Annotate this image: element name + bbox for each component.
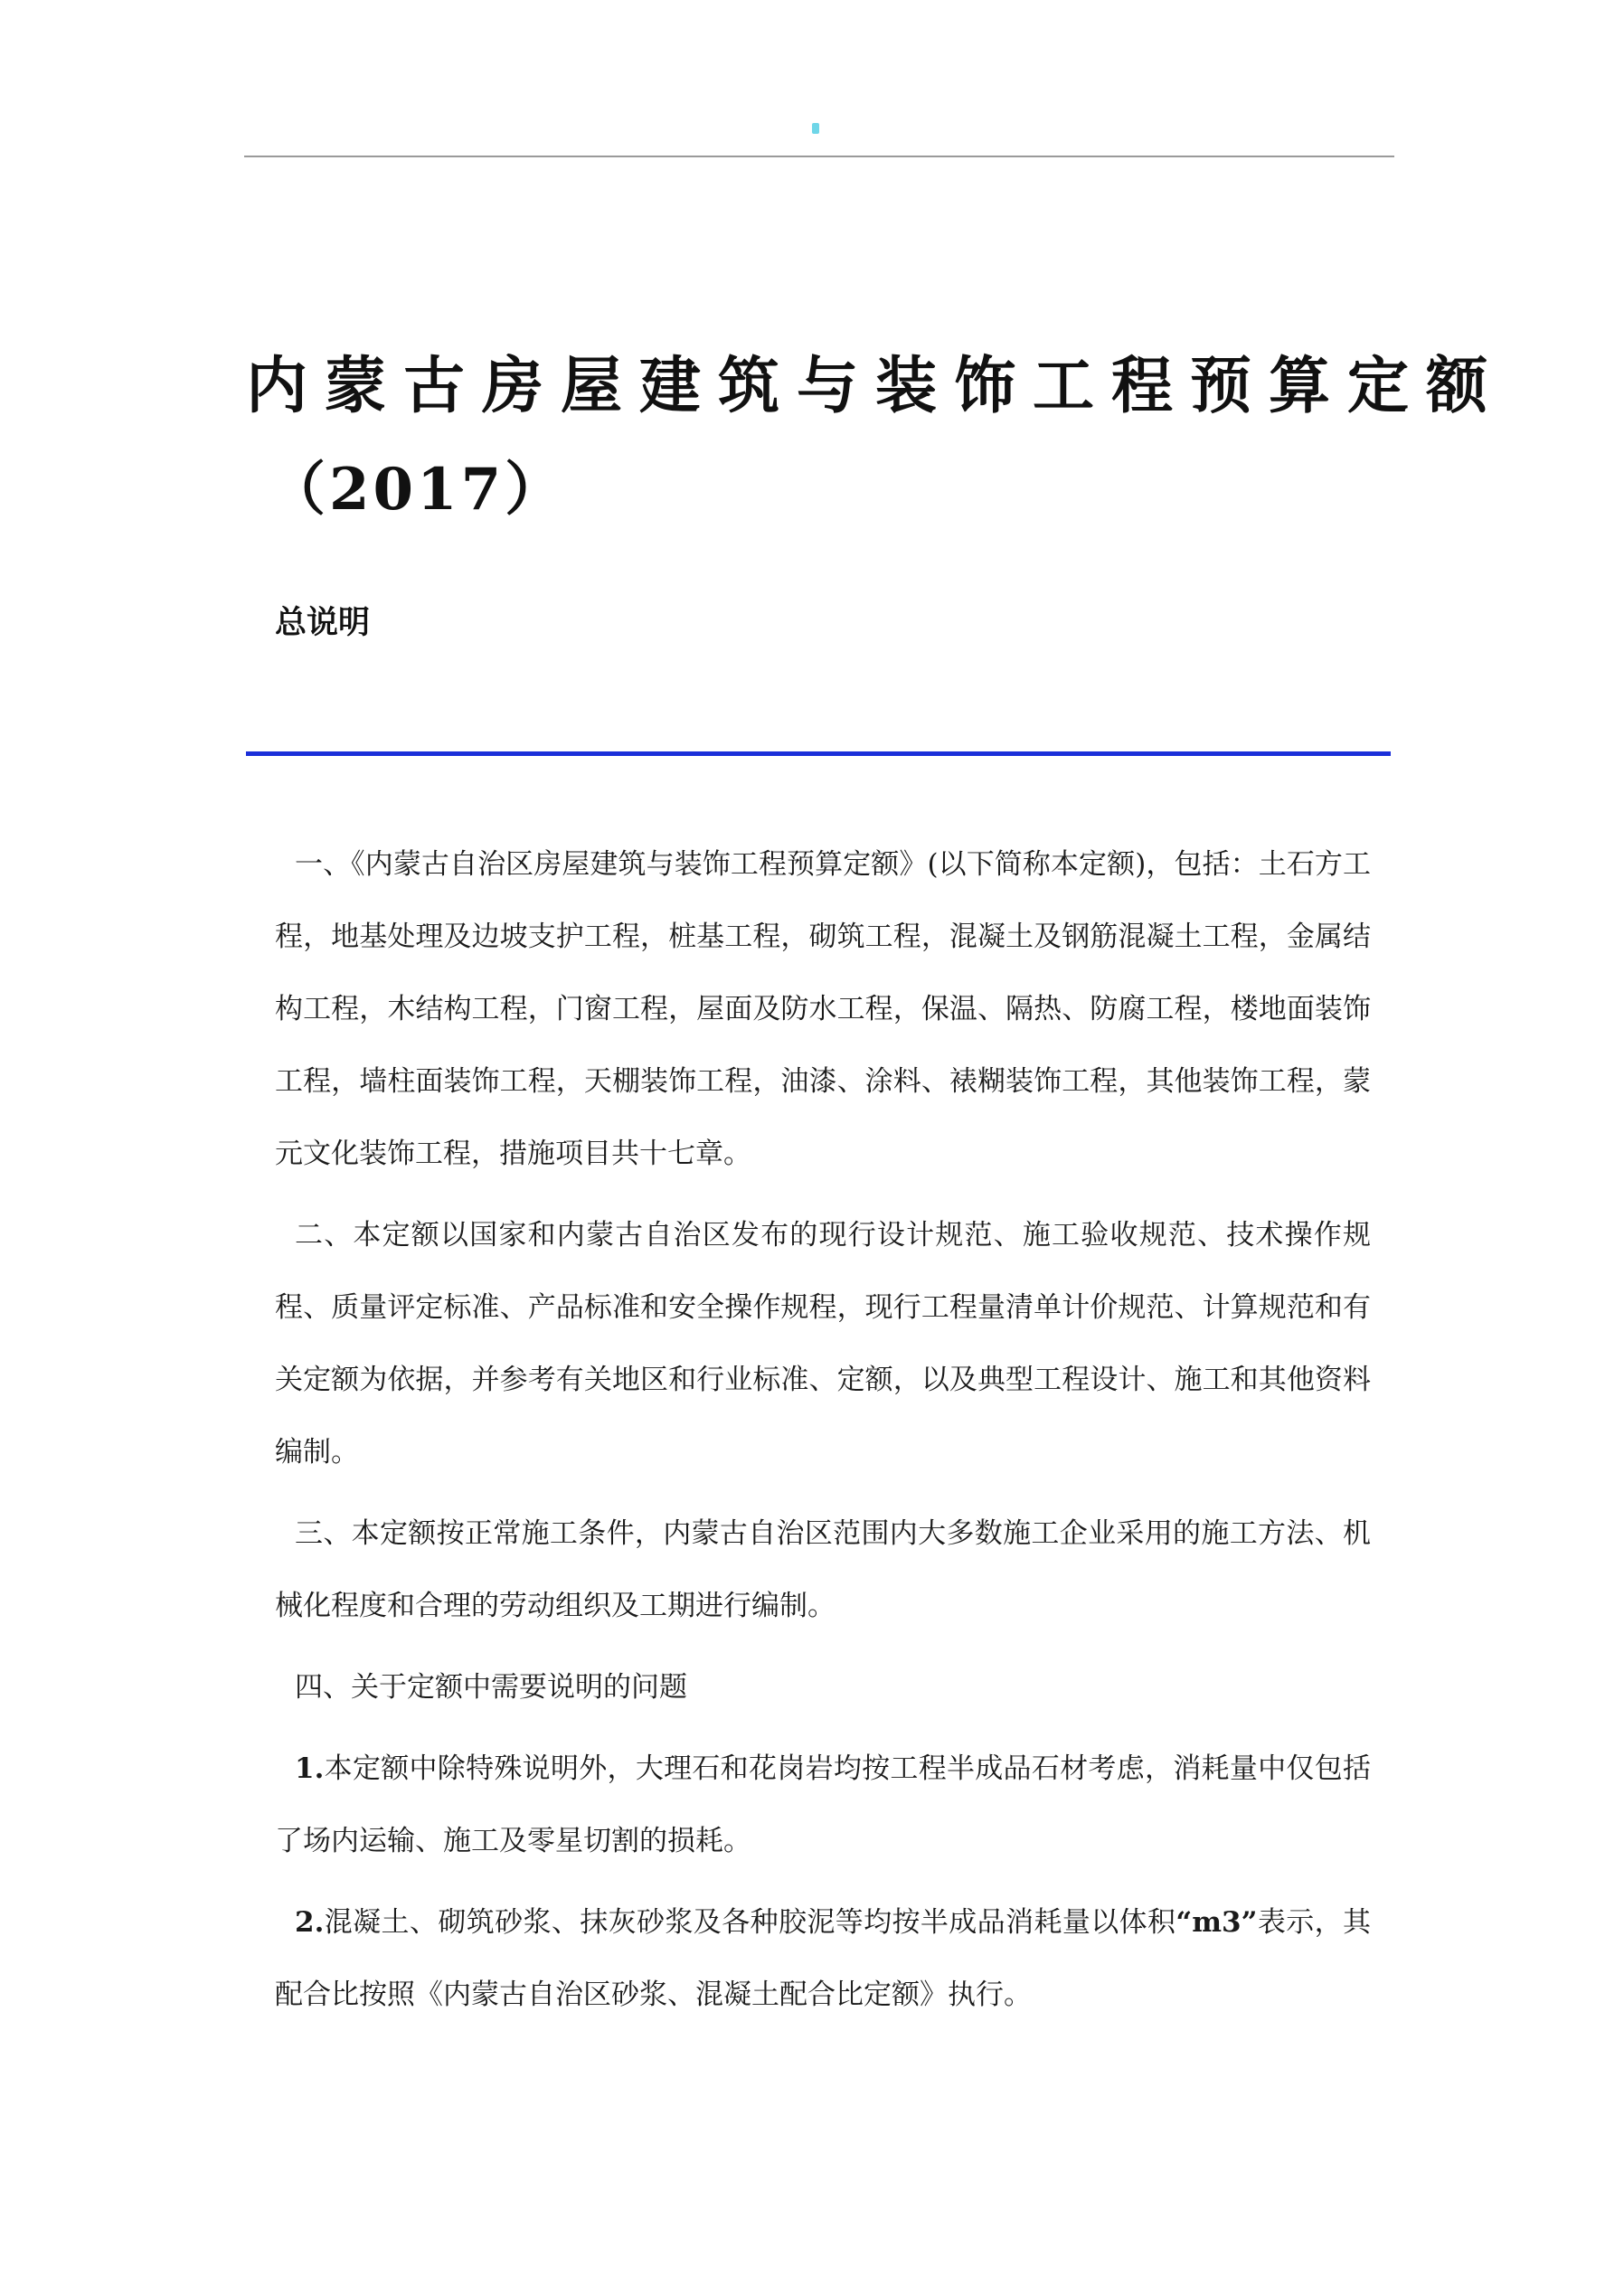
header-mark bbox=[812, 123, 819, 134]
section-heading: 总说明 bbox=[275, 605, 371, 641]
item-1-number: 1. bbox=[295, 1752, 325, 1785]
paragraph-3: 三、本定额按正常施工条件，内蒙古自治区范围内大多数施工企业采用的施工方法、机械化程度和合理的劳动组织及工期进行编制。 bbox=[275, 1517, 1371, 1622]
document-title: 内蒙古房屋建筑与装饰工程预算定额 bbox=[246, 350, 1506, 422]
paragraph-2: 二、本定额以国家和内蒙古自治区发布的现行设计规范、施工验收规范、技术操作规程、质量评定标准、产品标准和安全操作规程，现行工程量清单计价规范、计算规范和有关定额为依据，并参考有关地区和行业标准、定额，以及典型工程设计、施工和其他资料编制。 bbox=[275, 1219, 1371, 1469]
document-title-year: （2017） bbox=[268, 456, 567, 524]
document-body bbox=[275, 828, 1371, 2040]
item-2-number: 2. bbox=[295, 1906, 325, 1939]
item-1 bbox=[275, 1733, 1371, 1877]
item-2-unit: “m3” bbox=[1176, 1906, 1258, 1939]
paragraph-1: 一、《内蒙古自治区房屋建筑与装饰工程预算定额》(以下简称本定额)，包括：土石方工程，地基处理及边坡支护工程，桩基工程，砌筑工程，混凝土及钢筋混凝土工程，金属结构工程，木结构工程，门窗工程，屋面及防水工程，保温、隔热、防腐工程，楼地面装饰工程，墙柱面装饰工程，天棚装饰工程，油漆、涂料、裱糊装饰工程，其他装饰工程，蒙元文化装饰工程，措施项目共十七章。 bbox=[275, 848, 1371, 1170]
blue-divider bbox=[246, 751, 1391, 756]
header-rule bbox=[244, 156, 1394, 157]
item-2 bbox=[275, 1886, 1371, 2031]
item-2-text-b: 表示，其配合比按照《内蒙古自治区砂浆、混凝土配合比定额》执行。 bbox=[275, 1906, 1372, 2011]
item-1-text: 本定额中除特殊说明外，大理石和花岗岩均按工程半成品石材考虑，消耗量中仅包括了场内运输、施工及零星切割的损耗。 bbox=[275, 1752, 1371, 1857]
paragraph-4-heading: 四、关于定额中需要说明的问题 bbox=[295, 1671, 687, 1704]
item-2-text-a: 混凝土、砌筑砂浆、抹灰砂浆及各种胶泥等均按半成品消耗量以体积 bbox=[324, 1906, 1176, 1939]
